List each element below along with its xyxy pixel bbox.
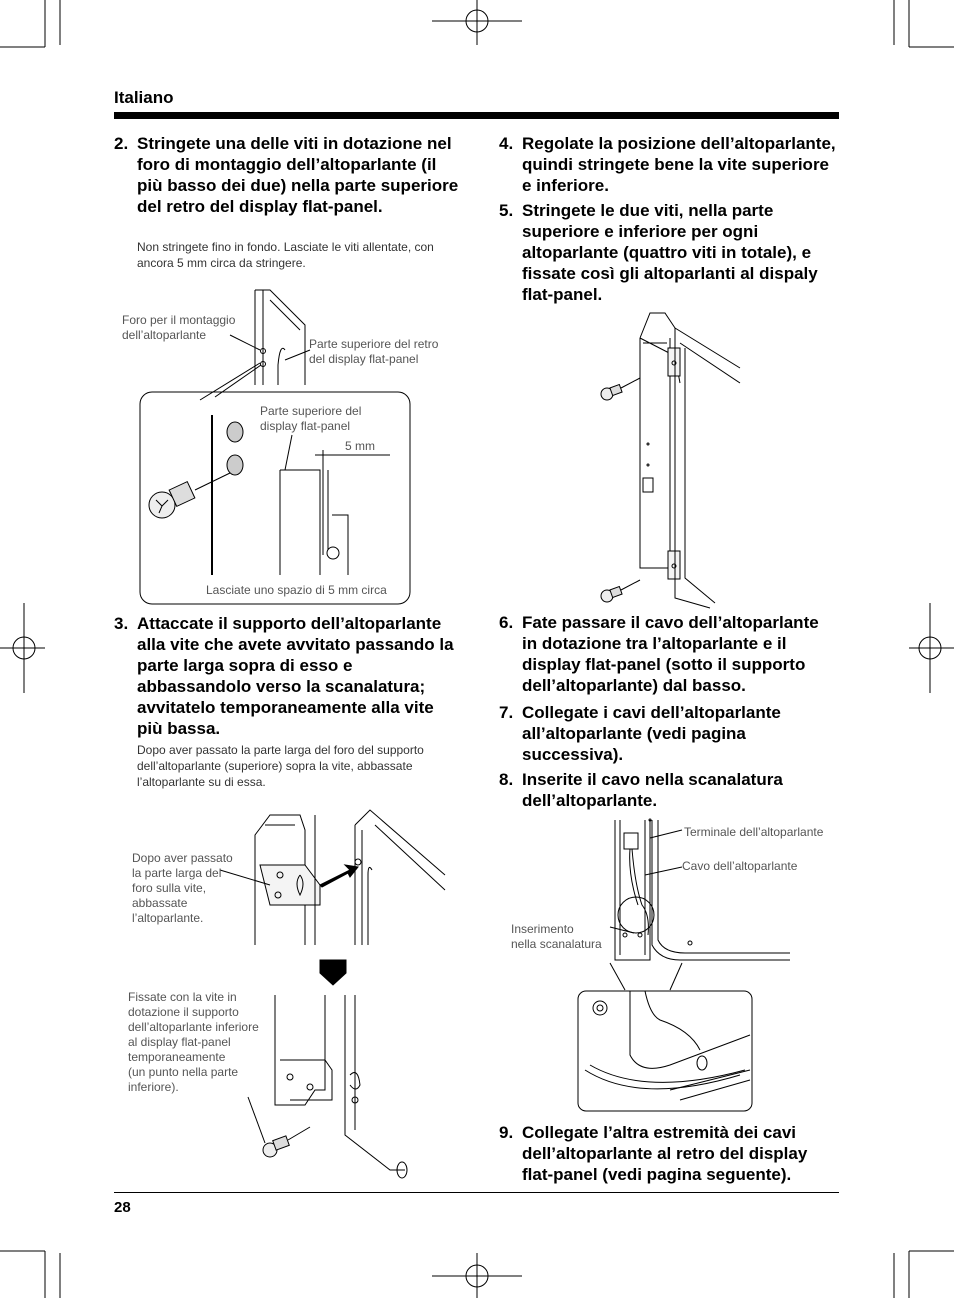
- header-rule: [114, 112, 839, 119]
- step-number: 7.: [499, 703, 514, 722]
- step-5: [499, 200, 839, 305]
- label-groove-insertion: Inserimento nella scanalatura: [511, 922, 602, 951]
- label-top-rear: Parte superiore del retro del display flat-panel: [309, 337, 439, 366]
- language-heading: Italiano: [114, 88, 174, 107]
- bracket-diagram: [250, 805, 450, 1185]
- step-7: [499, 702, 839, 765]
- step-8: [499, 769, 839, 811]
- label-speaker-cable: Cavo dell’altoparlante: [682, 859, 798, 873]
- label-after-passing: Dopo aver passato la parte larga del foro sulla vite, abbassate l’altoparlante.: [132, 851, 233, 925]
- step-6: [499, 612, 839, 696]
- step-4: [499, 133, 839, 196]
- step-9: [499, 1122, 839, 1185]
- step-3-note: Dopo aver passato la parte larga del foro del supporto dell’altoparlante (superiore) sopra la vite, abbassate l’altoparlante su di essa.: [137, 743, 424, 789]
- step-2: [114, 133, 459, 238]
- step-number: 5.: [499, 201, 514, 220]
- label-mounting-hole: Foro per il montaggio dell’altoparlante: [122, 313, 236, 342]
- step-number: 6.: [499, 613, 514, 632]
- step-number: 4.: [499, 134, 514, 153]
- step-text: Stringete le due viti, nella parte superiore e inferiore per ogni altoparlante (quattro viti in totale), e fissate così gli altoparlanti al dispaly flat-panel.: [522, 201, 818, 304]
- step-number: 8.: [499, 770, 514, 789]
- label-fix-screw: Fissate con la vite in dotazione il supporto dell’altoparlante inferiore al display flat-panel temporaneamente (un punto nella parte inferiore).: [128, 990, 259, 1094]
- step-text: Attaccate il supporto dell’altoparlante alla vite che avete avvitato passando la parte larga sopra di esso e abbassandolo verso la scanalatura; avvitatelo temporaneamente alla vite più bassa.: [137, 614, 454, 738]
- footer-rule: [114, 1192, 839, 1193]
- label-5mm: 5 mm: [345, 439, 375, 453]
- step-text: Fate passare il cavo dell’altoparlante in dotazione tra l’altoparlante e il display flat-panel (sotto il supporto dell’altoparlante) dal basso.: [522, 613, 819, 695]
- step-number: 2.: [114, 134, 129, 153]
- label-top: Parte superiore del display flat-panel: [260, 404, 362, 433]
- step-text: Collegate l’altra estremità dei cavi dell’altoparlante al retro del display flat-panel (vedi pagina seguente).: [522, 1123, 808, 1184]
- step-number: 3.: [114, 614, 129, 633]
- step-number: 9.: [499, 1123, 514, 1142]
- step-3: [114, 613, 459, 739]
- label-speaker-terminal: Terminale dell’altoparlante: [684, 825, 824, 839]
- speaker-side-diagram: [595, 308, 745, 608]
- step-text: Stringete una delle viti in dotazione nel foro di montaggio dell’altoparlante (il più basso dei due) nella parte superiore del retro del display flat-panel.: [137, 134, 459, 216]
- page-number: 28: [114, 1199, 131, 1216]
- step-text: Collegate i cavi dell’altoparlante all’altoparlante (vedi pagina successiva).: [522, 703, 781, 764]
- step-2-note: Non stringete fino in fondo. Lasciate le viti allentate, con ancora 5 mm circa da stringere.: [137, 240, 434, 270]
- step-text: Regolate la posizione dell’altoparlante, quindi stringete bene la vite superiore e inferiore.: [522, 134, 836, 195]
- label-gap: Lasciate uno spazio di 5 mm circa: [206, 583, 387, 597]
- step-text: Inserite il cavo nella scanalatura dell’altoparlante.: [522, 770, 783, 810]
